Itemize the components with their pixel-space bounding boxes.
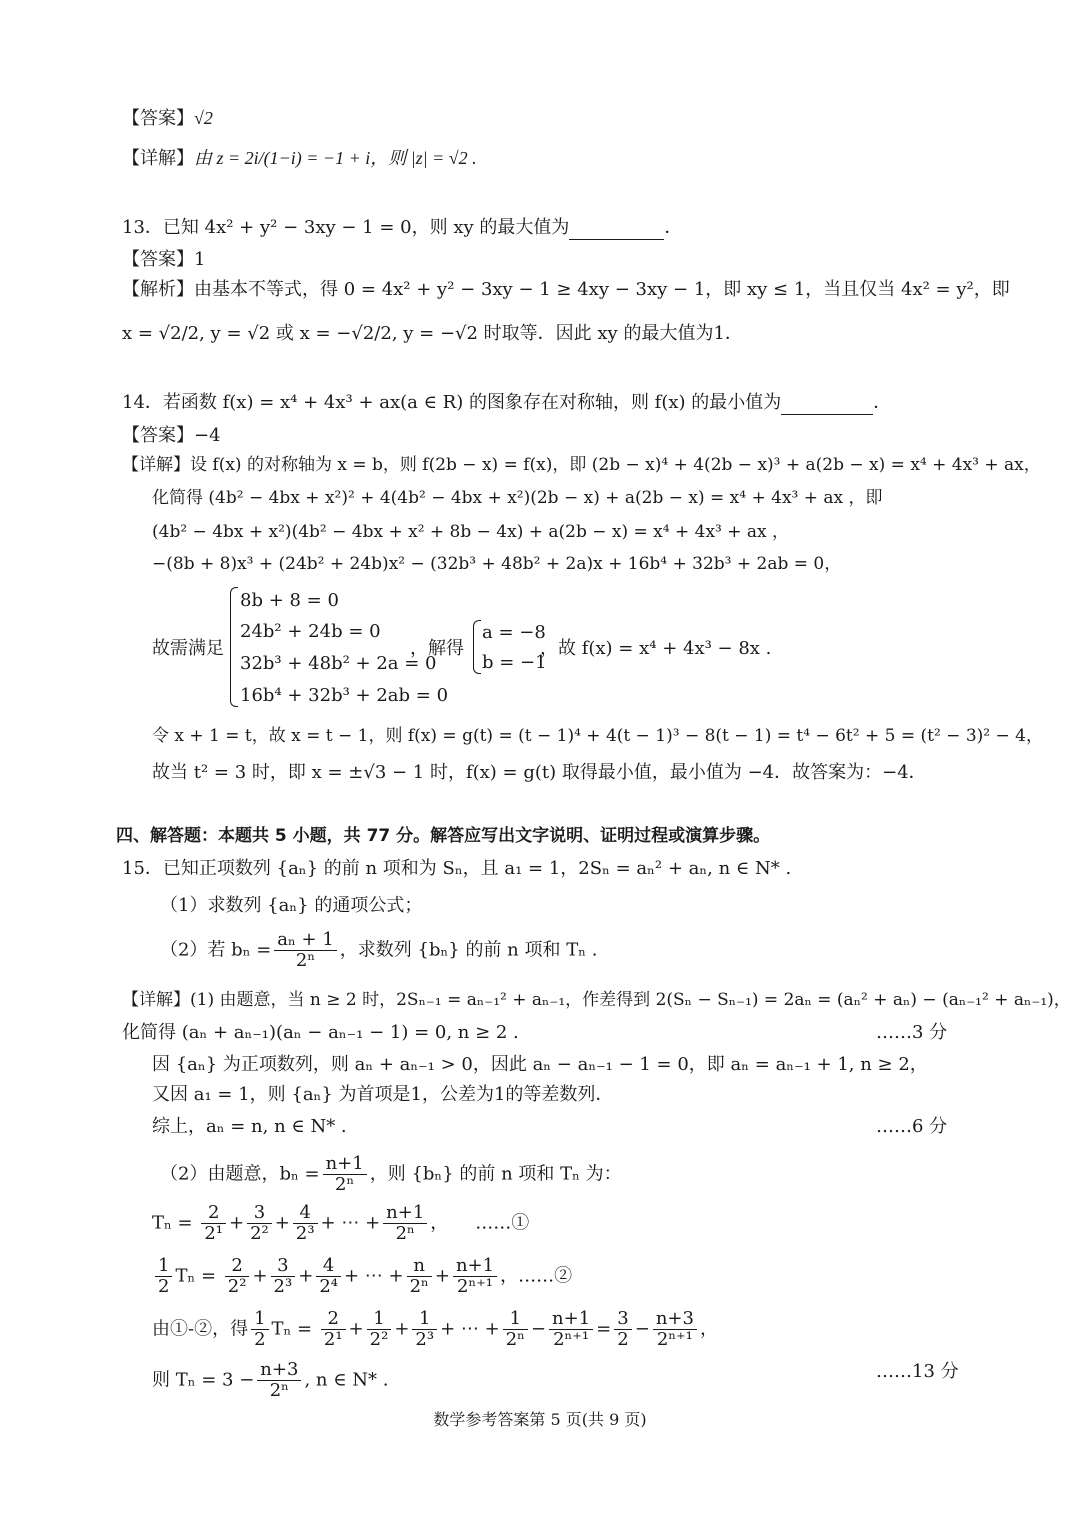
q15-stem: 15．已知正项数列 {aₙ} 的前 n 项和为 Sₙ，且 a₁ = 1，2Sₙ = aₙ² + aₙ, n ∈ N* . [122,858,792,879]
fraction: $\frac{n+1}{\text{2ⁿ}}$ [383,1203,427,1244]
q12-detail: 【详解】由 z = 2i/(1−i) = −1 + i，则 |z| = √2 . [122,148,477,169]
fraction: $\frac{1}{2}$ [155,1256,172,1297]
fraction: $\frac{1}{\text{2²}}$ [367,1309,392,1350]
q13-analysis-line2: x = √2/2, y = √2 或 x = −√2/2, y = −√2 时取等．因此 xy 的最大值为1． [122,323,743,344]
q14-answer: 【答案】−4 [122,425,221,446]
left-brace-solution [473,620,481,674]
answer-blank [569,221,664,240]
q14-detail-line1: 【详解】设 f(x) 的对称轴为 x = b，则 f(2b − x) = f(x)，即 (2b − x)⁴ + 4(2b − x)³ + a(2b − x) = x⁴ + 4x³ + ax， [122,455,1041,475]
system-eq-4: 16b⁴ + 32b³ + 2ab = 0 [240,685,449,706]
fraction: $\frac{n}{\text{2ⁿ}}$ [407,1256,432,1297]
q14-detail-line4: −(8b + 8)x³ + (24b² + 24b)x² − (32b³ + 48b² + 2a)x + 16b⁴ + 32b³ + 2ab = 0， [152,554,842,574]
q15-detail-line5: 综上，aₙ = n, n ∈ N* . [152,1116,347,1137]
q13-stem: 13．已知 4x² + y² − 3xy − 1 = 0，则 xy 的最大值为 ． [122,217,683,238]
fraction: $\frac{n+1}{\text{2ⁿ⁺¹}}$ [453,1256,497,1297]
q15-detail-line2: 化简得 (aₙ + aₙ₋₁)(aₙ − aₙ₋₁ − 1) = 0, n ≥ 2 . [122,1022,519,1043]
q15-detail-line4: 又因 a₁ = 1，则 {aₙ} 为首项是1，公差为1的等差数列． [152,1084,614,1105]
score-marker: ……3 分 [876,1022,948,1043]
score-marker: ……6 分 [876,1116,948,1137]
fraction: $\frac{3}{\text{2³}}$ [271,1256,296,1297]
q15-part2: （2）若 bₙ = $\frac{\text{aₙ + 1}}{\text{2ⁿ}}$ ，求数列 {bₙ} 的前 n 项和 Tₙ . [160,929,598,971]
score-marker: ……13 分 [876,1361,959,1382]
fraction: $\frac{4}{\text{2³}}$ [293,1203,318,1244]
fraction: $\frac{3}{2}$ [614,1309,631,1350]
section-title: 四、解答题：本题共 5 小题，共 77 分。解答应写出文字说明、证明过程或演算步骤。 [116,826,771,846]
q12-answer: 【答案】√2 [122,108,213,129]
fraction: $\frac{1}{\text{2ⁿ}}$ [503,1309,528,1350]
q13-analysis-line1: 【解析】由基本不等式，得 0 = 4x² + y² − 3xy − 1 ≥ 4xy − 3xy − 1，即 xy ≤ 1，当且仅当 4x² = y²，即 [122,279,1010,300]
fraction: $\frac{1}{2}$ [251,1309,268,1350]
q14-stem: 14．若函数 f(x) = x⁴ + 4x³ + ax(a ∈ R) 的图象存在对称轴，则 f(x) 的最小值为 ． [122,392,892,413]
q14-system-lead: 故需满足 [152,638,224,659]
q14-solve-tail: ，故 f(x) = x⁴ + 4x³ − 8x . [540,638,772,659]
page-footer: 数学参考答案第 5 页(共 9 页) [433,1410,647,1429]
q15-detail-line3: 因 {aₙ} 为正项数列，则 aₙ + aₙ₋₁ > 0，因此 aₙ − aₙ₋₁ − 1 = 0，即 aₙ = aₙ₋₁ + 1, n ≥ 2， [152,1054,928,1075]
fraction: $\frac{2}{\text{2¹}}$ [321,1309,346,1350]
solution-a: a = −8 [482,622,546,643]
q14-detail-line6: 故当 t² = 3 时，即 x = ±√3 − 1 时，f(x) = g(t) 取得最小值，最小值为 −4．故答案为：−4． [152,762,927,783]
fraction: $\frac{4}{\text{2⁴}}$ [316,1256,341,1297]
system-eq-2: 24b² + 24b = 0 [240,621,381,642]
half-tn-sum-line: $\frac{1}{2}$ Tₙ = $\frac{2}{\text{2²}}$ + $\frac{3}{\text{2³}}$ + $\frac{4}{\text{2⁴}}$ + ⋯ + $\frac{n}{\text{2ⁿ}}$ + $\frac{n+1}{\text{2ⁿ⁺¹}}$ ，……② [152,1256,572,1297]
left-brace-system [230,587,238,707]
q14-solve-lead: ，解得 [410,638,464,659]
q15-part1: （1）求数列 {aₙ} 的通项公式； [160,895,423,916]
q14-detail-line2: 化简得 (4b² − 4bx + x²)² + 4(4b² − 4bx + x²)(2b − x) + a(2b − x) = x⁴ + 4x³ + ax ，即 [152,488,883,508]
fraction: $\frac{\text{aₙ + 1}}{\text{2ⁿ}}$ [274,930,337,971]
system-eq-1: 8b + 8 = 0 [240,590,339,611]
tn-sum-line: Tₙ = $\frac{2}{\text{2¹}}$ + $\frac{3}{\text{2²}}$ + $\frac{4}{\text{2³}}$ + ⋯ + $\frac{n+1}{\text{2ⁿ}}$ ， ……① [152,1202,530,1244]
fraction: $\frac{n+3}{\text{2ⁿ}}$ [257,1360,301,1401]
fraction: $\frac{2}{\text{2¹}}$ [201,1203,226,1244]
q13-answer: 【答案】1 [122,249,206,270]
system-eq-3: 32b³ + 48b² + 2a = 0 [240,653,437,674]
result-line: 则 Tₙ = 3 − $\frac{n+3}{\text{2ⁿ}}$ , n ∈ N* . [152,1359,389,1401]
fraction: $\frac{n+3}{\text{2ⁿ⁺¹}}$ [653,1309,697,1350]
subtraction-line: 由①-②，得 $\frac{1}{2}$ Tₙ = $\frac{2}{\text{2¹}}$ + $\frac{1}{\text{2²}}$ + $\frac{1}{\text{2³}}$ + ⋯ + $\frac{1}{\text{2ⁿ}}$ − $\frac{n+1}{\text{2ⁿ⁺¹}}$ = $\frac{3}{2}$ − $\frac{n+3}{\text{2ⁿ⁺¹}}$ ， [152,1308,718,1350]
fraction: $\frac{n+1}{\text{2ⁿ⁺¹}}$ [549,1309,593,1350]
q14-detail-line5: 令 x + 1 = t，故 x = t − 1，则 f(x) = g(t) = (t − 1)⁴ + 4(t − 1)³ − 8(t − 1) = t⁴ − 6t² + 5 = (t² − 3)² − 4， [152,726,1043,746]
fraction: $\frac{n+1}{\text{2ⁿ}}$ [323,1154,367,1195]
q15-part2-intro: （2）由题意，bₙ = $\frac{n+1}{\text{2ⁿ}}$ ，则 {bₙ} 的前 n 项和 Tₙ 为： [160,1153,622,1195]
solution-b: b = −1 [482,652,547,673]
fraction: $\frac{3}{\text{2²}}$ [247,1203,272,1244]
fraction: $\frac{1}{\text{2³}}$ [412,1309,437,1350]
q14-detail-line3: (4b² − 4bx + x²)(4b² − 4bx + x² + 8b − 4x) + a(2b − x) = x⁴ + 4x³ + ax ， [152,522,790,542]
answer-blank [781,396,873,415]
fraction: $\frac{2}{\text{2²}}$ [225,1256,250,1297]
q15-detail-line1: 【详解】(1) 由题意，当 n ≥ 2 时，2Sₙ₋₁ = aₙ₋₁² + aₙ₋₁，作差得到 2(Sₙ − Sₙ₋₁) = 2aₙ = (aₙ² + aₙ) − (aₙ₋₁² + aₙ₋₁)， [122,990,1071,1010]
